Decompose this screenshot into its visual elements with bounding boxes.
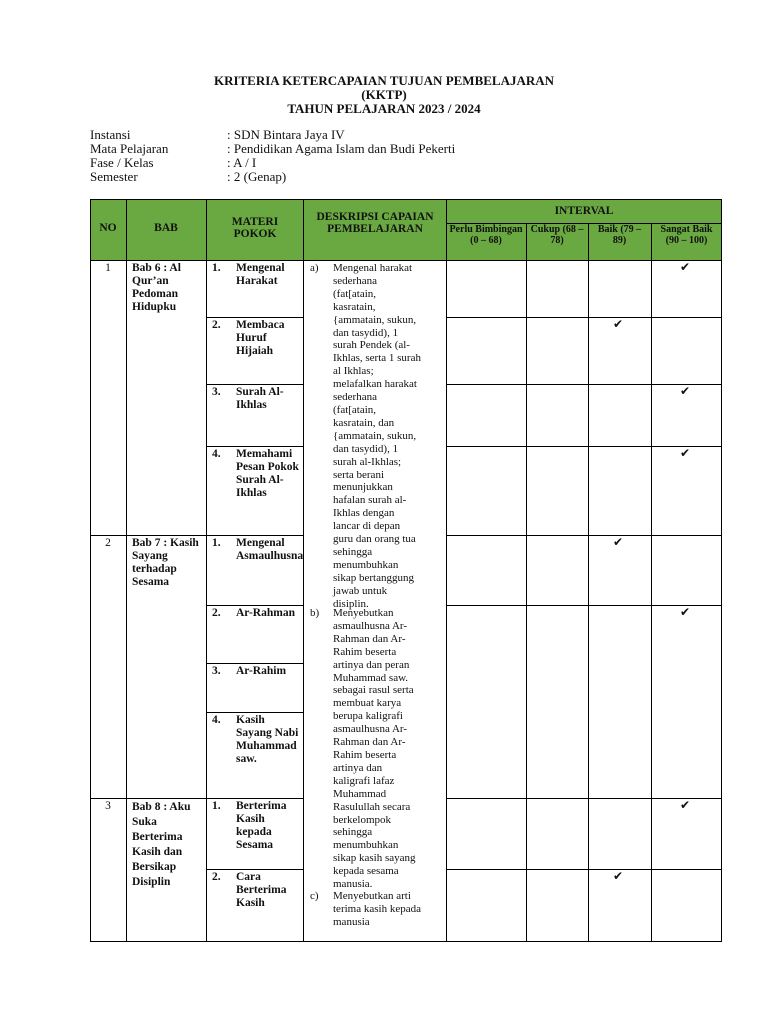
materi-item: Ar-Rahim bbox=[236, 665, 287, 677]
header-cukup: Cukup (68 – 78) bbox=[530, 224, 584, 246]
deskripsi-label: c) bbox=[310, 890, 319, 902]
deskripsi-text: Mengenal harakat sederhana (fat[atain, kasratain, {ammatain, sukun, dan tasydid), 1 surah Pendek (al-Ikhlas, serta 1 surah al Ikhlas; melafalkan harakat sederhana (fat[atain, kasratain, dan {ammatain, sukun, dan tasydid), 1 surah al-Ikhlas; serta berani menunjukkan hafalan surah al-Ikhlas dengan lancar di depan guru dan orang tua sehingga menumbuhkan sikap bertanggung jawab untuk disiplin. bbox=[333, 262, 421, 610]
materi-number: 3. bbox=[212, 665, 221, 677]
row-no: 3 bbox=[105, 800, 111, 812]
bab-title: Bab 8 : Aku Suka Berterima Kasih dan Bersikap Disiplin bbox=[132, 801, 191, 888]
deskripsi-c bbox=[310, 890, 444, 940]
check-mark-baik: ✔ bbox=[613, 869, 624, 883]
academic-year: TAHUN PELAJARAN 2023 / 2024 bbox=[287, 101, 481, 116]
header-materi: MATERI POKOK bbox=[231, 216, 279, 240]
materi-number: 1. bbox=[212, 800, 221, 812]
materi-item: Mengenal Asmaulhusna bbox=[236, 537, 304, 562]
materi-number: 2. bbox=[212, 871, 221, 883]
deskripsi-label: a) bbox=[310, 262, 319, 274]
check-mark-baik: ✔ bbox=[613, 317, 624, 331]
materi-number: 1. bbox=[212, 262, 221, 274]
check-mark-baik: ✔ bbox=[613, 535, 624, 549]
materi-number: 2. bbox=[212, 319, 221, 331]
materi-number: 4. bbox=[212, 448, 221, 460]
materi-item: Ar-Rahman bbox=[236, 607, 295, 619]
deskripsi-a bbox=[310, 262, 444, 610]
header-no: NO bbox=[99, 222, 117, 234]
row-no: 1 bbox=[105, 262, 111, 274]
materi-item: Kasih Sayang Nabi Muhammad saw. bbox=[236, 714, 299, 765]
deskripsi-text: Menyebutkan arti terima kasih kepada manusia bbox=[333, 890, 421, 928]
header-deskripsi: DESKRIPSI CAPAIAN PEMBELAJARAN bbox=[316, 211, 434, 235]
header-baik: Baik (79 – 89) bbox=[597, 224, 642, 246]
materi-item: Memahami Pesan Pokok Surah Al-Ikhlas bbox=[236, 448, 299, 499]
materi-item: Berterima Kasih kepada Sesama bbox=[236, 800, 287, 851]
materi-item: Cara Berterima Kasih bbox=[236, 871, 287, 909]
header-bab: BAB bbox=[154, 222, 178, 234]
bab-title: Bab 7 : Kasih Sayang terhadap Sesama bbox=[132, 537, 199, 588]
materi-number: 1. bbox=[212, 537, 221, 549]
check-mark-sangat-baik: ✔ bbox=[680, 605, 691, 619]
document-title: KRITERIA KETERCAPAIAN TUJUAN PEMBELAJARAN bbox=[213, 73, 555, 88]
header-sangat-baik: Sangat Baik (90 – 100) bbox=[660, 224, 713, 246]
materi-item: Surah Al-Ikhlas bbox=[236, 386, 284, 411]
deskripsi-b bbox=[310, 607, 444, 891]
materi-number: 4. bbox=[212, 714, 221, 726]
header-interval: INTERVAL bbox=[554, 205, 614, 217]
check-mark-sangat-baik: ✔ bbox=[680, 260, 691, 274]
header-perlu-bimbingan: Perlu Bimbingan (0 – 68) bbox=[449, 224, 523, 246]
deskripsi-label: b) bbox=[310, 607, 320, 619]
row-no: 2 bbox=[105, 537, 111, 549]
deskripsi-text: Menyebutkan asmaulhusna Ar-Rahman dan Ar-Rahim beserta artinya dan peran Muhammad saw. sebagai rasul serta membuat karya berupa kaligrafi asmaulhusna Ar-Rahman dan Ar-Rahim beserta artinya dan kaligrafi lafaz Muhammad Rasulullah secara berkelompok sehingga menumbuhkan sikap kasih sayang kepada sesama manusia. bbox=[333, 607, 416, 891]
materi-item: Mengenal Harakat bbox=[236, 262, 285, 287]
document-subtitle: (KKTP) bbox=[361, 87, 407, 102]
check-mark-sangat-baik: ✔ bbox=[680, 384, 691, 398]
check-mark-sangat-baik: ✔ bbox=[680, 446, 691, 460]
materi-number: 2. bbox=[212, 607, 221, 619]
bab-title: Bab 6 : Al Qur’an Pedoman Hidupku bbox=[132, 262, 181, 313]
materi-item: Membaca Huruf Hijaiah bbox=[236, 319, 285, 357]
check-mark-sangat-baik: ✔ bbox=[680, 798, 691, 812]
materi-number: 3. bbox=[212, 386, 221, 398]
